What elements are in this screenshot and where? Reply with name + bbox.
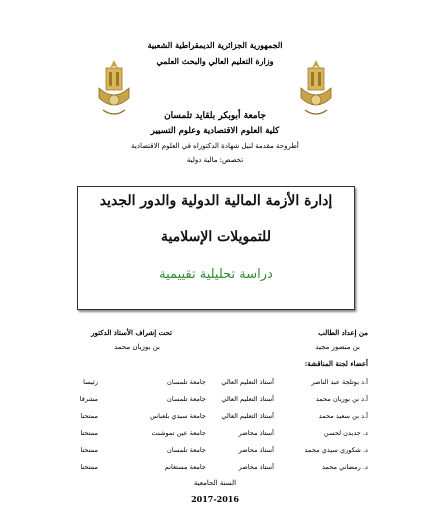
committee-row (0, 378, 430, 390)
prepared-by-label: من إعداد الطالب (318, 328, 368, 337)
member-institution: جامعة تلمسان (167, 446, 206, 454)
member-rank: أستاذ محاضر (238, 446, 274, 454)
title-line-3: دراسة تحليلية تقييمية (159, 267, 273, 282)
academic-year: 2017-2016 (191, 494, 239, 504)
member-rank: أستاذ التعليم العالي (221, 378, 274, 386)
title-frame (77, 186, 355, 310)
member-name: أ.د بن سعيد محمد (318, 412, 368, 420)
member-institution: جامعة مستغانم (164, 463, 206, 471)
member-institution: جامعة تلمسان (167, 395, 206, 403)
supervisor-name: بن بوزيان محمد (114, 343, 160, 351)
member-institution: جامعة سيدي بلعباس (150, 412, 206, 420)
member-role: ممتحنا (80, 412, 98, 420)
member-institution: جامعة تلمسان (167, 378, 206, 386)
member-name: د. رمضاني محمد (321, 463, 368, 471)
academic-year-label: السنة الجامعية (193, 479, 237, 487)
member-role: ممتحنا (80, 463, 98, 471)
member-role: مشرفا (79, 395, 98, 403)
member-role: ممتحنا (80, 429, 98, 437)
member-name: أ.د بن بوزيان محمد (315, 395, 368, 403)
committee-label: أعضاء لجنة المناقشة: (304, 359, 368, 368)
committee-row (0, 395, 430, 407)
member-rank: أستاذ التعليم العالي (221, 395, 274, 403)
university-name: جامعة أبوبكر بلقايد تلمسان (164, 111, 266, 121)
member-name: د. شكوري سيدي محمد (304, 446, 368, 454)
member-rank: أستاذ محاضر (238, 463, 274, 471)
member-institution: جامعة عين تموشنت (151, 429, 206, 437)
committee-row (0, 463, 430, 475)
committee-row (0, 446, 430, 458)
title-line-1: إدارة الأزمة المالية الدولية والدور الجديد (99, 193, 333, 209)
ministry-line: وزارة التعليم العالي والبحث العلمي (156, 56, 274, 66)
member-name: أ.د بوتلجة عبد الناصر (311, 378, 368, 386)
member-rank: أستاذ التعليم العالي (221, 412, 274, 420)
member-role: ممتحنا (80, 446, 98, 454)
republic-line: الجمهورية الجزائرية الديمقراطية الشعبية (147, 40, 283, 50)
faculty-name: كلية العلوم الاقتصادية وعلوم التسيير (150, 126, 280, 136)
member-rank: أستاذ محاضر (238, 429, 274, 437)
supervisor-label: تحت إشراف الأستاذ الدكتور (91, 328, 172, 337)
committee-row (0, 412, 430, 424)
thesis-type: أطروحة مقدمة لنيل شهادة الدكتوراه في العلوم الاقتصادية (131, 142, 299, 150)
member-name: د. جديدن لحسن (323, 429, 368, 437)
specialty: تخصص: مالية دولية (186, 156, 244, 164)
title-line-2: للتمويلات الإسلامية (161, 229, 271, 245)
member-role: رئيسا (83, 378, 98, 386)
student-name: بن منصور مجيد (315, 343, 360, 351)
committee-row (0, 429, 430, 441)
